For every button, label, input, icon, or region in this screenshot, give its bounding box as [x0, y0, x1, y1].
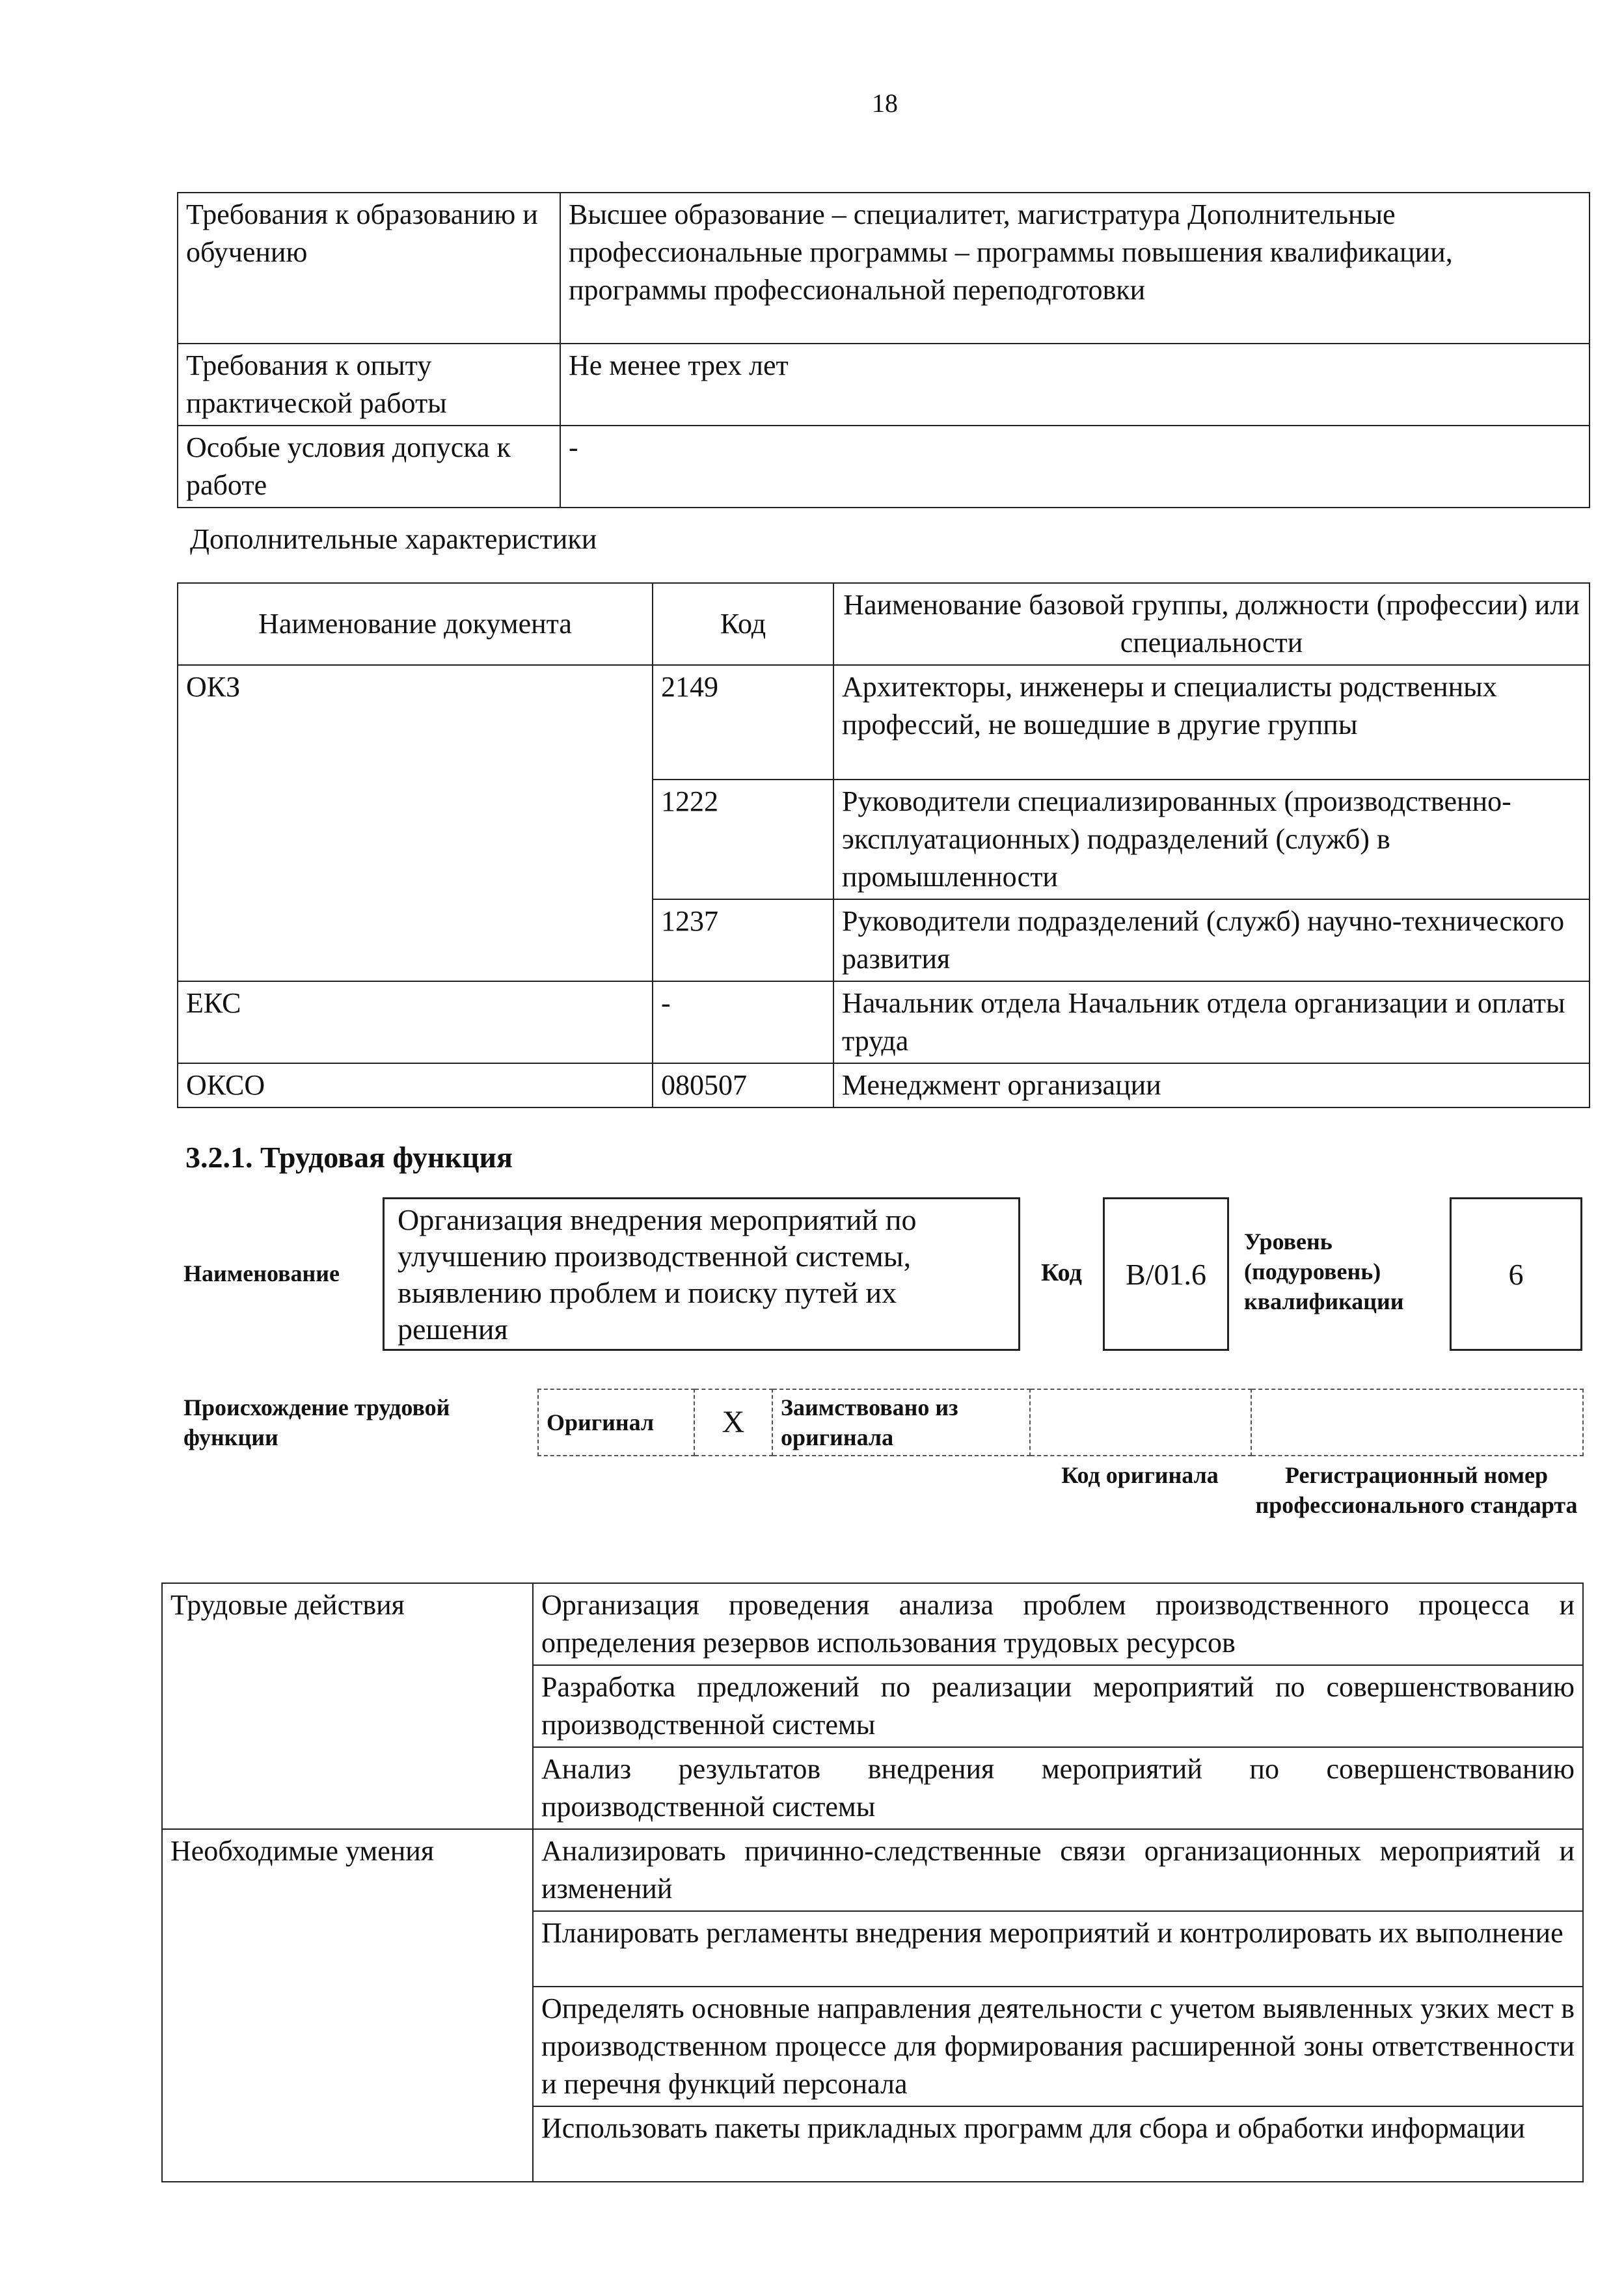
code-cell: 080507	[653, 1063, 833, 1107]
table-row	[178, 344, 1590, 426]
actions-skills-table	[161, 1582, 1584, 2182]
requirement-value: Не менее трех лет	[560, 344, 1590, 426]
code-cell: 2149	[653, 665, 833, 780]
table-row	[178, 193, 1590, 344]
skill-item: Определять основные направления деятельности с учетом выявленных узких мест в производственном процессе для формирования расширенной зоны ответственности и перечня функций персонала	[533, 1987, 1583, 2106]
code-label: Код	[1041, 1259, 1082, 1286]
table-row	[162, 1829, 1583, 1911]
code-cell: -	[653, 981, 833, 1063]
skills-label: Необходимые умения	[162, 1829, 533, 2182]
code-cell: 1222	[653, 780, 833, 899]
origin-label: Происхождение трудовой функции	[183, 1394, 450, 1450]
level-label: Уровень (подуровень) квалификации	[1244, 1229, 1404, 1314]
column-header: Код	[653, 583, 833, 665]
borrowed-label: Заимствовано из оригинала	[781, 1394, 958, 1450]
skill-item: Использовать пакеты прикладных программ для сбора и обработки информации	[533, 2106, 1583, 2182]
document-cell: ОКСО	[178, 1063, 653, 1107]
original-label: Оригинал	[547, 1409, 655, 1435]
code-cell: 1237	[653, 899, 833, 981]
original-mark-cell	[694, 1389, 772, 1456]
registration-number-cell	[1251, 1389, 1583, 1456]
action-item: Разработка предложений по реализации мероприятий по совершенствованию производственной системы	[533, 1665, 1583, 1747]
requirement-label: Требования к образованию и обучению	[178, 193, 560, 344]
original-mark: X	[722, 1404, 745, 1439]
name-cell: Начальник отдела Начальник отдела организации и оплаты труда	[833, 981, 1590, 1063]
code-box	[1103, 1197, 1229, 1351]
table-row	[178, 665, 1590, 780]
function-name-label: Наименование	[183, 1260, 340, 1286]
table-row	[538, 1389, 1583, 1456]
requirements-table	[177, 192, 1590, 508]
skill-item: Анализировать причинно-следственные связи организационных мероприятий и изменений	[533, 1829, 1583, 1911]
borrowed-cell	[772, 1389, 1030, 1456]
function-heading: 3.2.1. Трудовая функция	[185, 1141, 513, 1174]
requirement-value: Высшее образование – специалитет, магистратура Дополнительные профессиональные программы – программы повышения квалификации, программы профессиональной переподготовки	[560, 193, 1590, 344]
additional-characteristics-table	[177, 582, 1590, 1108]
action-item: Организация проведения анализа проблем производственного процесса и определения резервов использования трудовых ресурсов	[533, 1583, 1583, 1665]
name-cell: Менеджмент организации	[833, 1063, 1590, 1107]
original-code-caption: Код оригинала	[1061, 1462, 1219, 1488]
table-row	[178, 426, 1590, 508]
skill-item: Планировать регламенты внедрения мероприятий и контролировать их выполнение	[533, 1911, 1583, 1987]
original-code-cell	[1030, 1389, 1251, 1456]
column-header: Наименование документа	[178, 583, 653, 665]
level-box	[1450, 1197, 1582, 1351]
code-value: B/01.6	[1126, 1257, 1206, 1291]
origin-table	[537, 1389, 1584, 1456]
name-cell: Архитекторы, инженеры и специалисты родственных профессий, не вошедшие в другие группы	[833, 665, 1590, 780]
requirement-label: Требования к опыту практической работы	[178, 344, 560, 426]
document-cell: ЕКС	[178, 981, 653, 1063]
name-cell: Руководители подразделений (служб) научно-технического развития	[833, 899, 1590, 981]
function-name-box	[383, 1197, 1020, 1351]
requirement-value: -	[560, 426, 1590, 508]
registration-number-caption: Регистрационный номер профессионального стандарта	[1255, 1462, 1578, 1518]
function-name-value: Организация внедрения мероприятий по улучшению производственной системы, выявлению проблем и поиску путей их решения	[398, 1203, 917, 1346]
table-row	[178, 981, 1590, 1063]
table-row	[178, 1063, 1590, 1107]
additional-characteristics-caption: Дополнительные характеристики	[190, 523, 597, 555]
original-cell	[538, 1389, 694, 1456]
name-cell: Руководители специализированных (производственно-эксплуатационных) подразделений (служб) в промышленности	[833, 780, 1590, 899]
table-header-row	[178, 583, 1590, 665]
document-cell: ОКЗ	[178, 665, 653, 981]
column-header: Наименование базовой группы, должности (профессии) или специальности	[833, 583, 1590, 665]
page-number: 18	[872, 88, 898, 118]
action-item: Анализ результатов внедрения мероприятий по совершенствованию производственной системы	[533, 1747, 1583, 1829]
level-value: 6	[1508, 1257, 1524, 1291]
table-row	[162, 1583, 1583, 1665]
actions-label: Трудовые действия	[162, 1583, 533, 1829]
requirement-label: Особые условия допуска к работе	[178, 426, 560, 508]
